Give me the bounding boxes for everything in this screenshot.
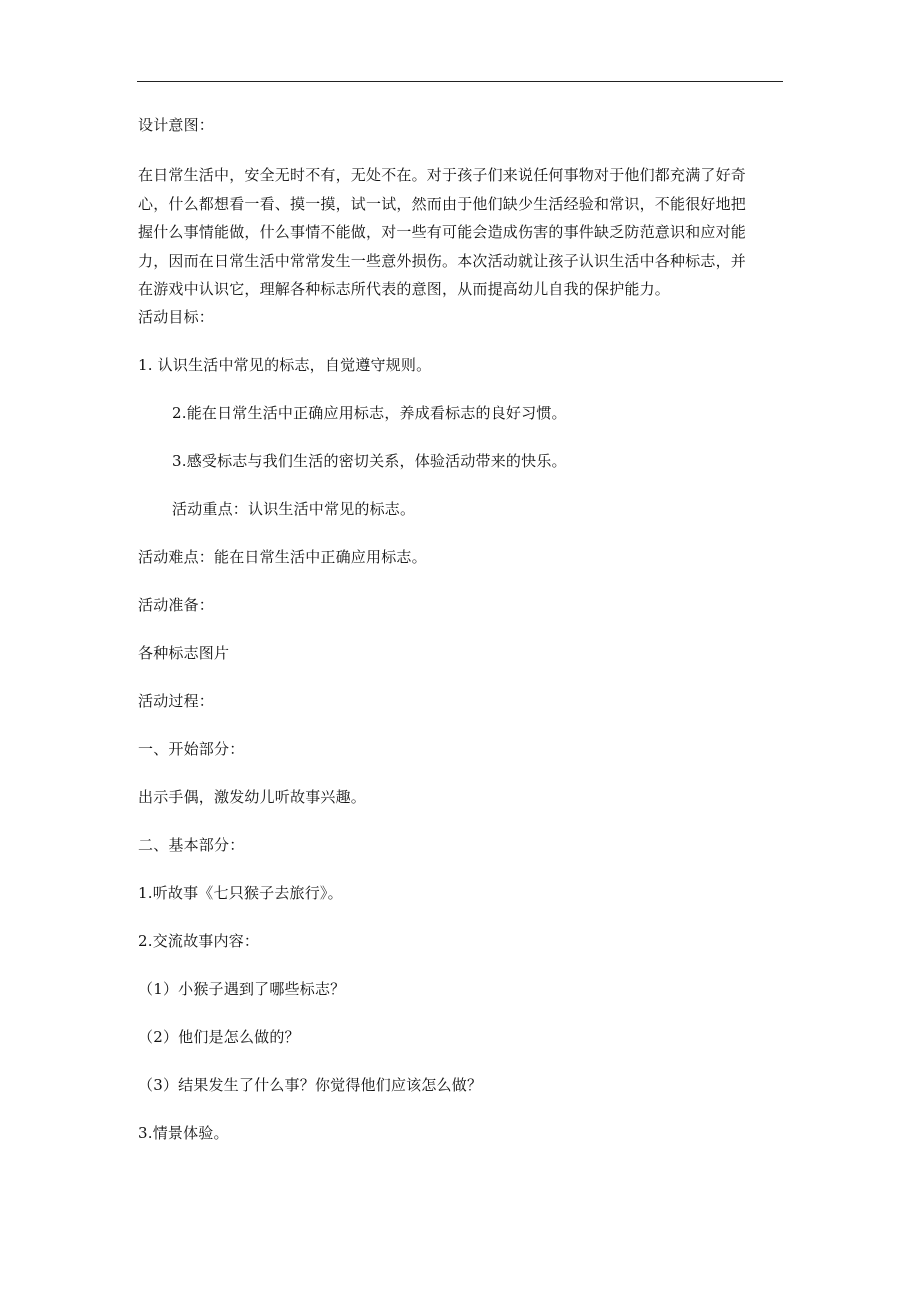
question-2: （2）他们是怎么做的？ [138, 1028, 300, 1046]
difficulty: 活动难点：能在日常生活中正确应用标志。 [138, 548, 427, 566]
design-intent-heading: 设计意图： [138, 116, 215, 134]
goals-heading: 活动目标： [138, 308, 215, 326]
part1-content: 出示手偶，激发幼儿听故事兴趣。 [138, 788, 367, 806]
paragraph-line: 在日常生活中，安全无时不有，无处不在。对于孩子们来说任何事物对于他们都充满了好奇 [138, 166, 747, 184]
step-2: 2.交流故事内容： [138, 932, 260, 950]
goal-item-3: 3.感受标志与我们生活的密切关系，体验活动带来的快乐。 [172, 452, 567, 470]
paragraph-line: 握什么事情能做，什么事情不能做，对一些有可能会造成伤害的事件缺乏防范意识和应对能 [138, 223, 747, 242]
preparation-heading: 活动准备： [138, 596, 215, 614]
question-1: （1）小猴子遇到了哪些标志？ [138, 980, 346, 998]
step-3: 3.情景体验。 [138, 1124, 229, 1142]
design-intent-paragraph [138, 161, 788, 304]
preparation-content: 各种标志图片 [138, 644, 230, 662]
step-1: 1.听故事《七只猴子去旅行》。 [138, 884, 343, 902]
goal-item-2: 2.能在日常生活中正确应用标志，养成看标志的良好习惯。 [172, 404, 567, 422]
part2-heading: 二、基本部分： [138, 836, 245, 854]
header-rule [137, 81, 783, 82]
paragraph-line: 在游戏中认识它，理解各种标志所代表的意图，从而提高幼儿自我的保护能力。 [138, 280, 671, 299]
part1-heading: 一、开始部分： [138, 740, 245, 758]
question-3: （3）结果发生了什么事？你觉得他们应该怎么做？ [138, 1076, 483, 1094]
goal-item-1: 1. 认识生活中常见的标志，自觉遵守规则。 [138, 356, 432, 374]
key-point: 活动重点：认识生活中常见的标志。 [172, 500, 416, 518]
paragraph-line: 力，因而在日常生活中常常发生一些意外损伤。本次活动就让孩子认识生活中各种标志，并 [138, 251, 747, 270]
paragraph-line: 心，什么都想看一看、摸一摸，试一试，然而由于他们缺少生活经验和常识，不能很好地把 [138, 194, 747, 213]
process-heading: 活动过程： [138, 692, 215, 710]
